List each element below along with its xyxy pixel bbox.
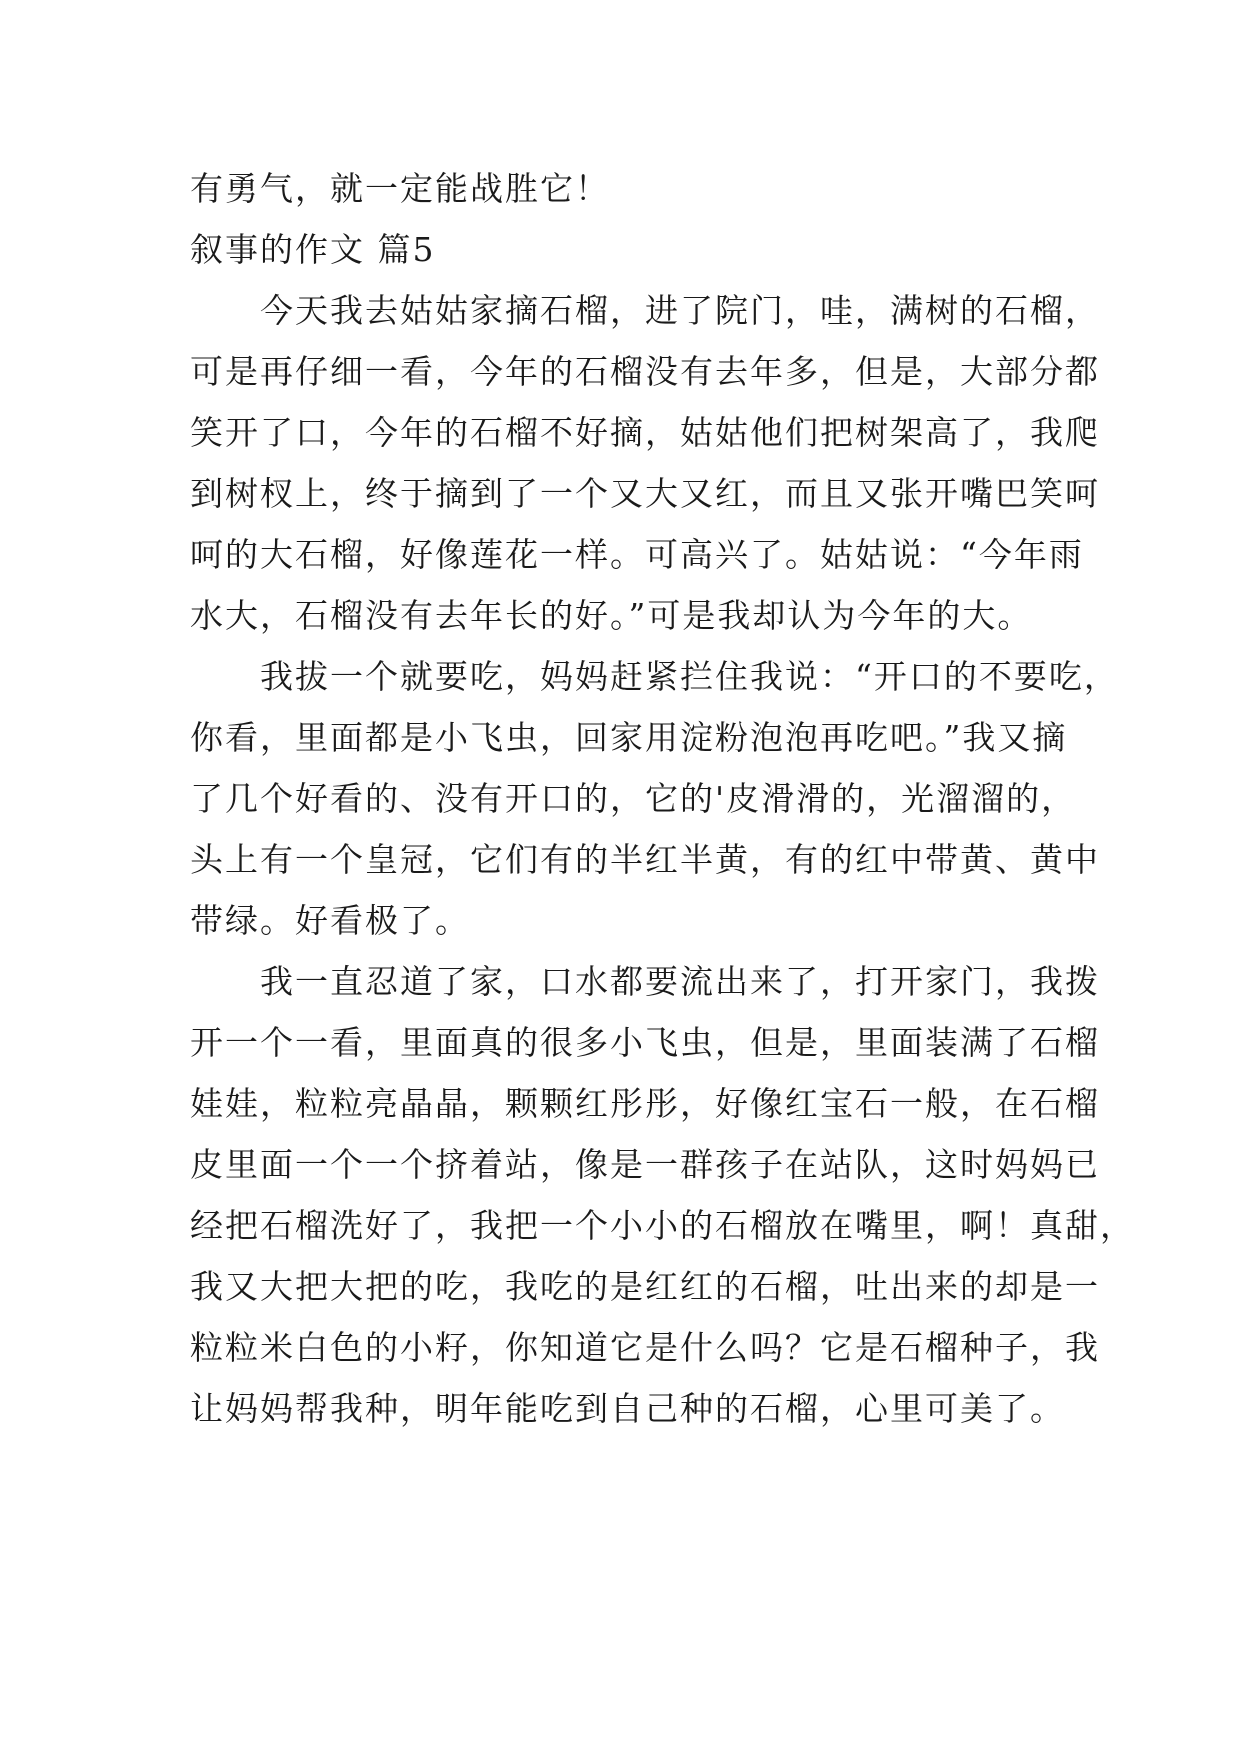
paragraph-1-line-1: 今天我去姑姑家摘石榴，进了院门，哇，满树的石榴， [260,291,1100,330]
closing-line: 有勇气，就一定能战胜它！ [190,169,610,208]
paragraph-3-line-7: 粒粒米白色的小籽，你知道它是什么吗？它是石榴种子，我 [190,1328,1100,1367]
paragraph-3-line-3: 娃娃，粒粒亮晶晶，颗颗红彤彤，好像红宝石一般，在石榴 [190,1084,1100,1123]
paragraph-3-line-5: 经把石榴洗好了，我把一个小小的石榴放在嘴里，啊！真甜， [190,1206,1135,1245]
paragraph-1-line-5: 呵的大石榴，好像莲花一样。可高兴了。姑姑说：“今年雨 [190,535,1084,574]
document-body [190,158,1135,1439]
paragraph-2-line-1: 我拔一个就要吃，妈妈赶紧拦住我说：“开口的不要吃， [260,657,1119,696]
paragraph-2-line-3: 了几个好看的、没有开口的，它的'皮滑滑的，光溜溜的， [190,779,1077,818]
paragraph-1-line-2: 可是再仔细一看，今年的石榴没有去年多，但是，大部分都 [190,352,1100,391]
paragraph-3-line-1: 我一直忍道了家，口水都要流出来了，打开家门，我拨 [260,962,1100,1001]
paragraph-1-line-6: 水大，石榴没有去年长的好。”可是我却认为今年的大。 [190,596,1033,635]
paragraph-3-line-4: 皮里面一个一个挤着站，像是一群孩子在站队，这时妈妈已 [190,1145,1100,1184]
paragraph-1-line-3: 笑开了口，今年的石榴不好摘，姑姑他们把树架高了，我爬 [190,413,1100,452]
paragraph-2-line-5: 带绿。好看极了。 [190,901,470,940]
paragraph-2-line-2: 你看，里面都是小飞虫，回家用淀粉泡泡再吃吧。”我又摘 [190,718,1068,757]
essay-heading: 叙事的作文 篇5 [190,230,436,269]
paragraph-1-line-4: 到树杈上，终于摘到了一个又大又红，而且又张开嘴巴笑呵 [190,474,1100,513]
paragraph-3-line-8: 让妈妈帮我种，明年能吃到自己种的石榴，心里可美了。 [190,1389,1065,1428]
paragraph-2-line-4: 头上有一个皇冠，它们有的半红半黄，有的红中带黄、黄中 [190,840,1100,879]
paragraph-3-line-2: 开一个一看，里面真的很多小飞虫，但是，里面装满了石榴 [190,1023,1100,1062]
paragraph-3-line-6: 我又大把大把的吃，我吃的是红红的石榴，吐出来的却是一 [190,1267,1100,1306]
